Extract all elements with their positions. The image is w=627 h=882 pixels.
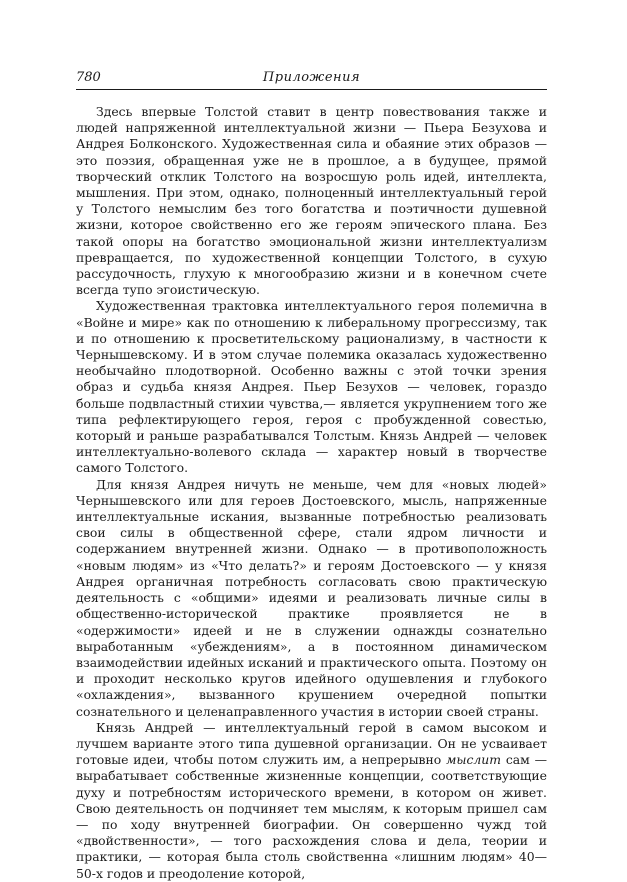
running-head: Приложения: [262, 70, 361, 85]
paragraph: [76, 720, 547, 882]
paragraph: Здесь впервые Толстой ставит в центр повествования также и людей напряженной интеллектуальной жизни — Пьера Безухова и Андрея Болконского. Художественная сила и обаяние этих образов — это поэзия, обращенная уже не в прошлое, а в будущее, прямой творческий отклик Толстого на возросшую роль идей, интеллекта, мышления. При этом, однако, полноценный интеллектуальный герой у Толстого немыслим без того богатства и поэтичности душевной жизни, которое свойственно его же героям эпического плана. Без такой опоры на богатство эмоциональной жизни интеллектуализм превращается, по художественной концепции Толстого, в сухую рассудочность, глухую к многообразию жизни и в конечном счете всегда тупо эгоистическую.: [76, 104, 547, 298]
paragraph-text: сам — вырабатывает собственные жизненные концепции, соответствующие духу и потребностям исторического времени, в котором он живет. Свою деятельность он подчиняет тем мыслям, к которым пришел сам — по ходу внутренней биографии. Он совершенно чужд той «двойственности», — того расхождения слова и дела, теории и практики, — которая была столь свойственна «лишним людям» 40—50-х годов и преодоление которой,: [76, 752, 548, 881]
header-rule: [76, 89, 547, 90]
body-text: [76, 104, 547, 882]
page-header: [76, 70, 547, 86]
book-page: [76, 70, 547, 882]
paragraph: Художественная трактовка интеллектуального героя полемична в «Войне и мире» как по отношению к либеральному прогрессизму, так и по отношению к просветительскому рационализму, в частности к Чернышевскому. И в этом случае полемика оказалась художественно необычайно плодотворной. Особенно важны с этой точки зрения образ и судьба князя Андрея. Пьер Безухов — человек, гораздо больше подвластный стихии чувства,— является укрупнением того же типа рефлектирующего героя, героя с пробужденной совестью, который и раньше разрабатывался Толстым. Князь Андрей — человек интеллектуально-волевого склада — характер новый в творчестве самого Толстого.: [76, 298, 547, 476]
paragraph-text: Князь Андрей — интеллектуальный герой в самом высоком и лучшем варианте этого типа душевной организации. Он не усваивает готовые идеи, чтобы потом служить им, а непрерывно: [76, 719, 547, 768]
page-number: 780: [76, 70, 101, 85]
paragraph: Для князя Андрея ничуть не меньше, чем для «новых людей» Чернышевского или для героев Достоевского, мысль, напряженные интеллектуальные искания, вызванные потребностью реализовать свои силы в общественной сфере, стали ядром личности и содержанием внутренней жизни. Однако — в противоположность «новым людям» из «Что делать?» и героям Достоевского — у князя Андрея органичная потребность согласовать свою практическую деятельность с «общими» идеями и реализовать личные силы в общественно-исторической практике проявляется не в «одержимости» идеей и не в служении однажды сознательно выработанным «убеждениям», а в постоянном динамическом взаимодействии идейных исканий и практического опыта. Поэтому он и проходит несколько кругов идейного одушевления и глубокого «охлаждения», вызванного крушением очередной попытки сознательного и целенаправленного участия в истории своей страны.: [76, 476, 547, 719]
emphasized-word: мыслит: [446, 752, 502, 768]
